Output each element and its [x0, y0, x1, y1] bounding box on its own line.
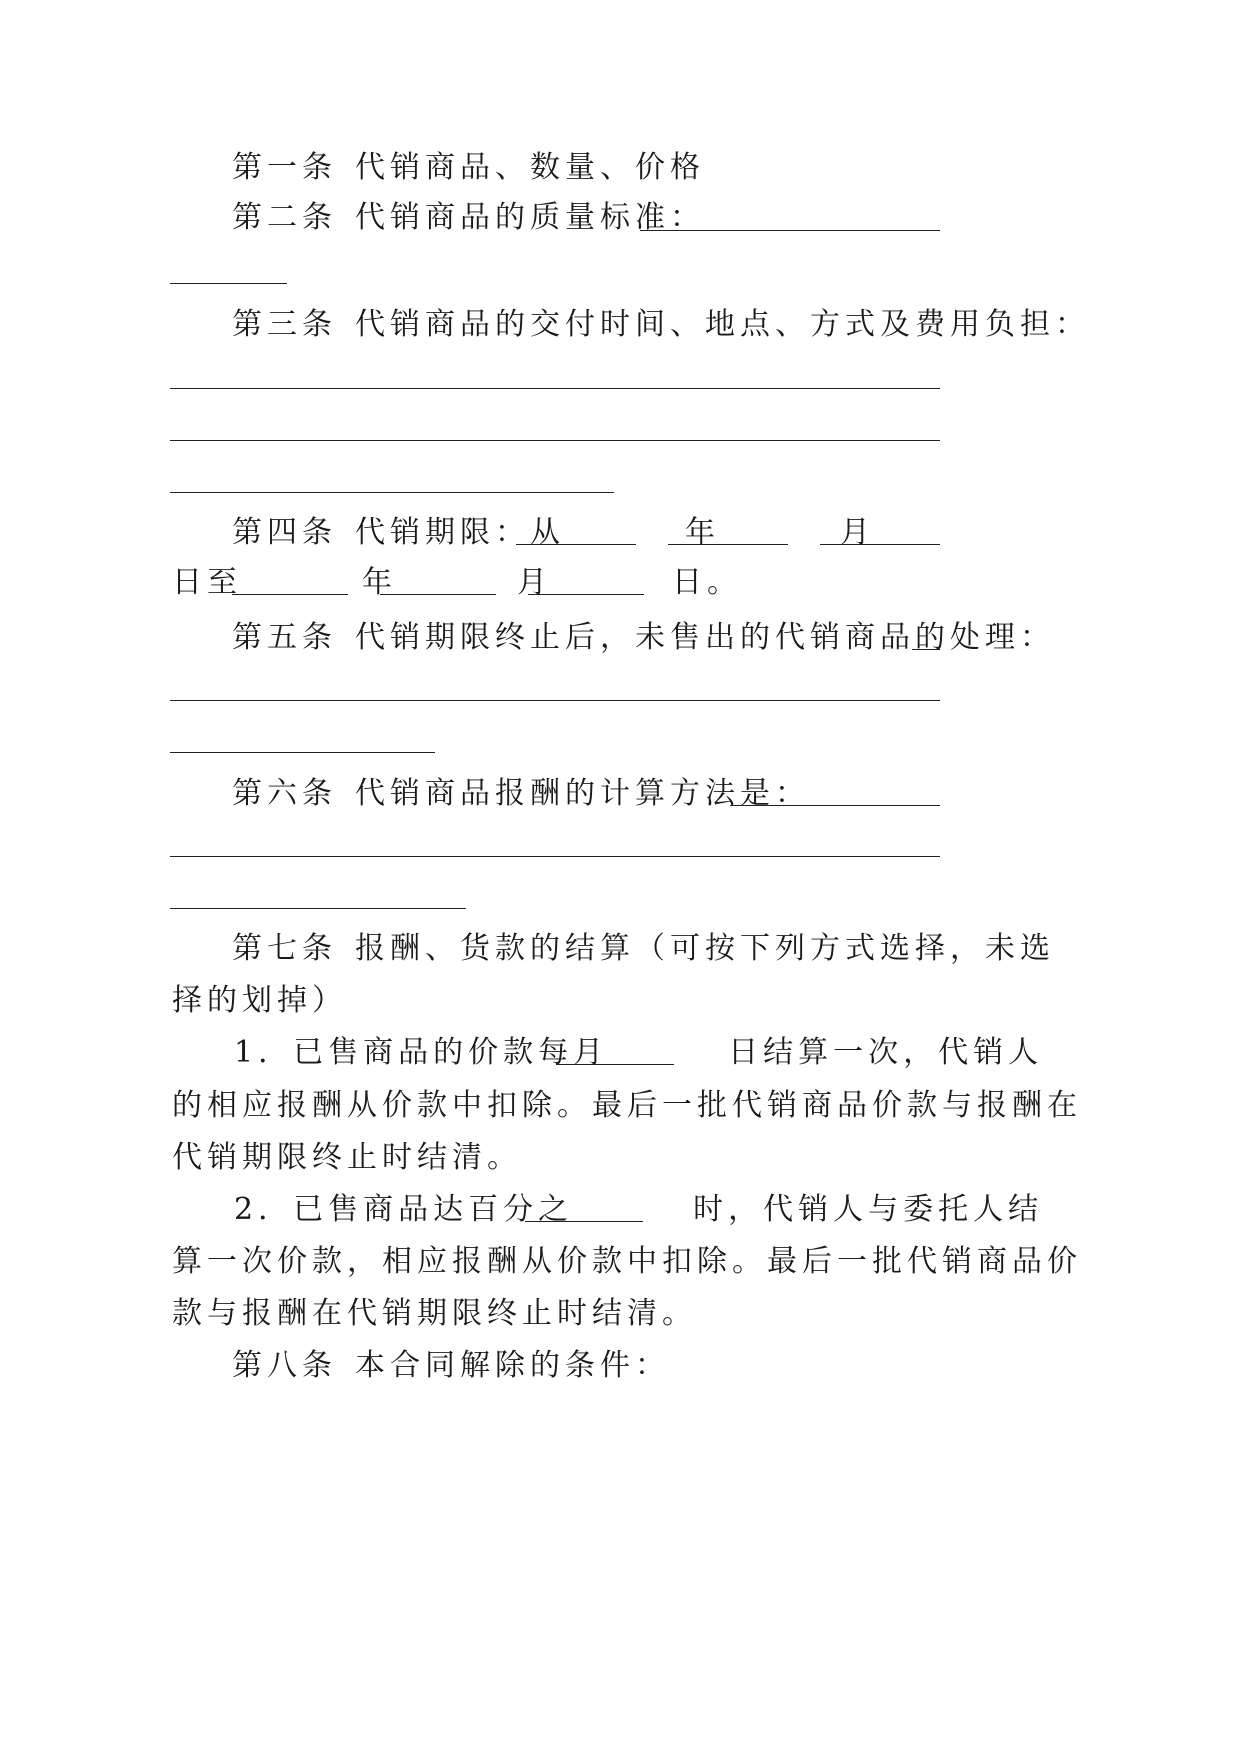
article-5-text: 代销期限终止后，未售出的代销商品的处理：: [355, 620, 1055, 655]
item-1-text: 代销期限终止时结清。: [172, 1140, 522, 1175]
month-label: 月: [517, 565, 552, 600]
article-3-label: 第三条: [232, 307, 337, 342]
blank-line: [556, 1064, 674, 1065]
article-2: [232, 198, 705, 238]
article-6-text: 代销商品报酬的计算方法是：: [355, 776, 810, 811]
article-8-text: 本合同解除的条件：: [355, 1348, 670, 1383]
blank-line: [912, 649, 940, 650]
blank-line: [730, 805, 940, 806]
item-1-line-1: [234, 1033, 1043, 1073]
item-2-line-1: [234, 1190, 1043, 1230]
item-1-pre: 已售商品的价款每月: [293, 1035, 609, 1070]
blank-line: [820, 544, 940, 545]
item-1-post: 日结算一次，代销人: [728, 1035, 1044, 1070]
blank-line: [640, 230, 940, 231]
item-1-text: 的相应报酬从价款中扣除。最后一批代销商品价款与报酬在: [172, 1088, 1082, 1123]
article-3-text: 代销商品的交付时间、地点、方式及费用负担：: [355, 307, 1090, 342]
article-1-text: 代销商品、数量、价格: [355, 150, 705, 185]
blank-line: [668, 544, 788, 545]
article-4-text: 代销期限：从: [355, 515, 565, 550]
article-2-label: 第二条: [232, 200, 337, 235]
item-1-number: 1．: [234, 1035, 294, 1070]
blank-line: [528, 594, 644, 595]
blank-line: [170, 492, 614, 493]
month-label: 月: [840, 515, 875, 550]
article-5: [232, 618, 1055, 658]
blank-line: [525, 1221, 643, 1222]
item-2-text: 款与报酬在代销期限终止时结清。: [172, 1296, 697, 1331]
blank-line: [170, 388, 940, 389]
article-7-cont: [172, 981, 347, 1021]
article-7: [232, 929, 1055, 969]
article-3: [232, 305, 1090, 345]
blank-line: [170, 440, 940, 441]
year-label: 年: [362, 565, 397, 600]
blank-line: [380, 594, 496, 595]
item-2-post: 时，代销人与委托人结: [693, 1192, 1044, 1227]
article-1: [232, 148, 705, 188]
blank-line: [170, 283, 287, 284]
item-1-line-3: [172, 1138, 522, 1178]
article-7-text-cont: 择的划掉）: [172, 983, 347, 1018]
item-2-line-3: [172, 1294, 697, 1334]
article-6: [232, 774, 810, 814]
item-1-line-2: [172, 1086, 1082, 1126]
item-2-pre: 已售商品达百分之: [293, 1192, 574, 1227]
item-2-line-2: [172, 1242, 1082, 1282]
blank-line: [170, 752, 435, 753]
article-4-label: 第四条: [232, 515, 337, 550]
article-6-label: 第六条: [232, 776, 337, 811]
article-5-label: 第五条: [232, 620, 337, 655]
blank-line: [516, 544, 636, 545]
article-2-text: 代销商品的质量标准：: [355, 200, 705, 235]
article-7-text: 报酬、货款的结算（可按下列方式选择，未选: [355, 931, 1055, 966]
article-8: [232, 1346, 670, 1386]
item-2-number: 2．: [234, 1192, 294, 1227]
blank-line: [170, 856, 940, 857]
blank-line: [170, 700, 940, 701]
article-4-line-2: [172, 563, 742, 603]
article-4-line-1: [232, 513, 875, 553]
blank-line: [170, 908, 466, 909]
article-1-label: 第一条: [232, 150, 337, 185]
day-to-label: 日至: [172, 565, 242, 600]
year-label: 年: [685, 515, 720, 550]
article-8-label: 第八条: [232, 1348, 337, 1383]
day-end-label: 日。: [672, 565, 742, 600]
item-2-text: 算一次价款，相应报酬从价款中扣除。最后一批代销商品价: [172, 1244, 1082, 1279]
article-7-label: 第七条: [232, 931, 337, 966]
blank-line: [232, 594, 348, 595]
